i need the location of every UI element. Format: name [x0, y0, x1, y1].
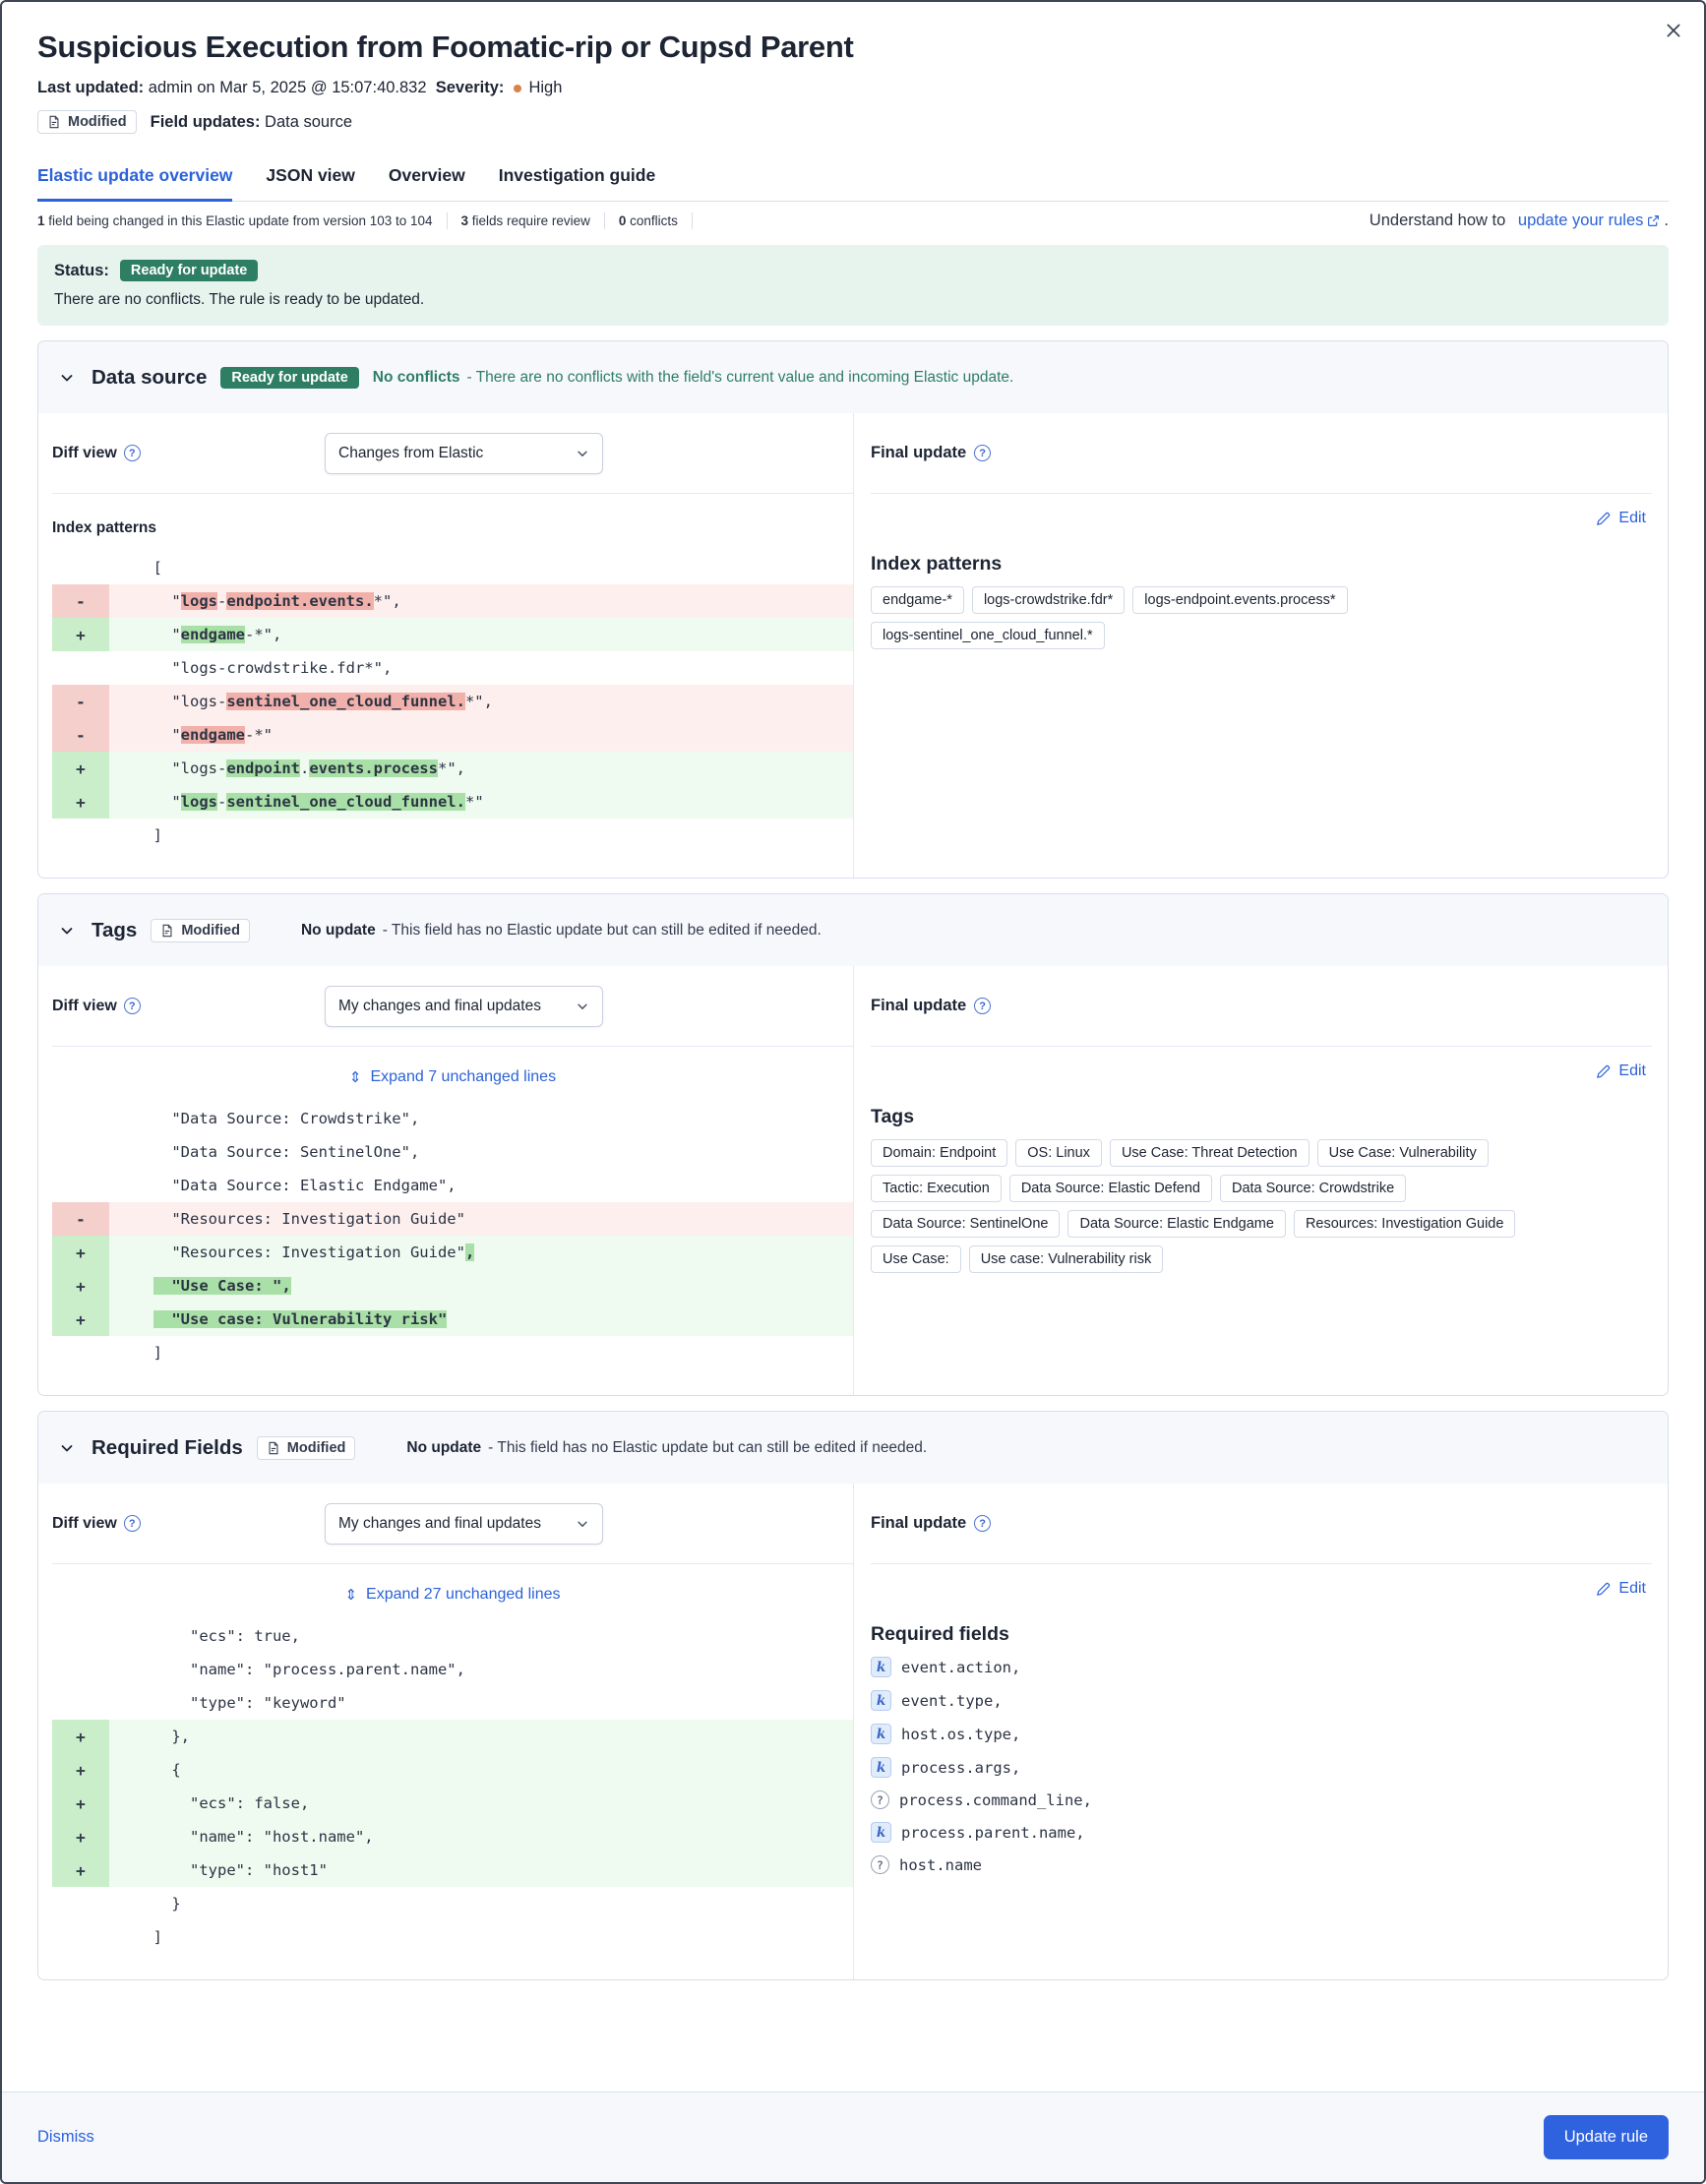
section-badge: Modified [257, 1436, 356, 1460]
tag-badge: Domain: Endpoint [871, 1139, 1007, 1167]
edit-button[interactable]: Edit [1596, 510, 1646, 527]
section-title: Tags [91, 918, 138, 941]
keyword-type-icon: k [871, 1657, 891, 1677]
stats-help: Understand how to update your rules . [1369, 212, 1669, 229]
status-label: Status: [54, 261, 109, 279]
diff-line [52, 1336, 853, 1369]
stat-item: 0 conflicts [605, 212, 693, 229]
status-badge: Ready for update [120, 260, 258, 281]
diff-line-text: "Resources: Investigation Guide" , [135, 1244, 475, 1261]
diff-line-text: "Data Source: SentinelOne", [135, 1143, 420, 1161]
required-field-name: process.args, [901, 1758, 1021, 1777]
diff-line [52, 1720, 853, 1753]
rule-badges [37, 110, 1669, 134]
modified-icon [267, 1441, 280, 1455]
edit-pencil-icon [1596, 1582, 1611, 1597]
diff-line-text: " endgame -*", [135, 626, 282, 643]
tag-badge: OS: Linux [1015, 1139, 1102, 1167]
status-message: There are no conflicts. The rule is ready to be updated. [54, 291, 425, 308]
diff-line [52, 752, 853, 785]
diff-line-text: } [135, 1895, 181, 1912]
diff-gutter: - [52, 584, 109, 618]
diff-gutter: - [52, 718, 109, 752]
diff-line-text: "ecs": false, [135, 1794, 310, 1812]
final-update-column [853, 413, 1668, 878]
help-icon[interactable]: ? [124, 445, 141, 461]
diff-code [52, 1619, 853, 1954]
diff-gutter [52, 1336, 109, 1369]
diff-line [52, 551, 853, 584]
diff-gutter [52, 1686, 109, 1720]
final-heading: Tags [871, 1106, 915, 1127]
expand-icon: ⇕ [348, 1069, 362, 1086]
severity-dot-icon [514, 85, 521, 92]
diff-line-text: }, [135, 1728, 190, 1745]
section-header [38, 341, 1668, 413]
unknown-type-icon: ? [871, 1855, 889, 1874]
stat-item: 3 fields require review [448, 212, 605, 229]
tag-badge: Data Source: Elastic Endgame [1067, 1210, 1285, 1238]
tag-badge: Data Source: Crowdstrike [1220, 1175, 1406, 1202]
section-header [38, 894, 1668, 966]
chevron-down-icon[interactable] [56, 1437, 78, 1459]
chevron-down-icon[interactable] [56, 367, 78, 389]
final-heading: Required fields [871, 1623, 1009, 1645]
diff-line [52, 1820, 853, 1853]
section-header [38, 1412, 1668, 1484]
stats-row [37, 202, 1669, 239]
diff-gutter [52, 1169, 109, 1202]
section-status: No update - This field has no Elastic update but can still be edited if needed. [300, 921, 822, 939]
stat-item: 1 field being changed in this Elastic update from version 103 to 104 [37, 212, 448, 229]
diff-line-text: "ecs": true, [135, 1627, 300, 1645]
diff-view-label: Diff view [52, 997, 117, 1014]
diff-line-text: [ [135, 559, 162, 576]
diff-view-select[interactable]: My changes and final updates [325, 986, 603, 1027]
diff-view-select[interactable]: My changes and final updates [325, 1503, 603, 1545]
last-updated-label: Last updated: [37, 79, 145, 96]
final-update-label: Final update [871, 1514, 967, 1532]
edit-button[interactable]: Edit [1596, 1062, 1646, 1080]
section-badge: Modified [151, 919, 250, 942]
section-title: Data source [91, 365, 208, 389]
help-icon[interactable]: ? [974, 1515, 991, 1532]
diff-gutter [52, 1920, 109, 1954]
diff-line [52, 1753, 853, 1787]
help-icon[interactable]: ? [124, 998, 141, 1014]
section-tags [37, 893, 1669, 1396]
required-field-name: process.command_line, [899, 1790, 1092, 1809]
diff-gutter: + [52, 1853, 109, 1887]
diff-line [52, 1787, 853, 1820]
section-data-source [37, 340, 1669, 879]
diff-line-text: "Use Case: ", [152, 1277, 291, 1295]
tag-badge: Use case: Vulnerability risk [969, 1245, 1164, 1273]
diff-line [52, 1169, 853, 1202]
diff-line-text: "Data Source: Crowdstrike", [135, 1110, 420, 1127]
keyword-type-icon: k [871, 1822, 891, 1843]
field-updates-label: Field updates: [150, 112, 261, 131]
diff-line-text: "type": "host1" [135, 1861, 328, 1879]
final-update-column [853, 966, 1668, 1395]
required-field-item [871, 1822, 1652, 1843]
required-field-name: event.type, [901, 1691, 1003, 1710]
update-your-rules-link[interactable]: update your rules [1517, 212, 1644, 229]
edit-button[interactable]: Edit [1596, 1580, 1646, 1598]
diff-line-text: "logs-crowdstrike.fdr*", [135, 659, 393, 677]
diff-line-text: "Use case: Vulnerability risk" [152, 1310, 448, 1328]
tag-badge: Data Source: SentinelOne [871, 1210, 1060, 1238]
expand-unchanged-lines-link[interactable]: ⇕ Expand 27 unchanged lines [344, 1586, 561, 1604]
diff-line-text: "type": "keyword" [135, 1694, 346, 1712]
diff-gutter: - [52, 1202, 109, 1236]
diff-line-text: " logs - sentinel_one_cloud_funnel. *" [135, 793, 484, 811]
diff-line [52, 1236, 853, 1269]
diff-column [38, 413, 853, 878]
diff-line [52, 1269, 853, 1303]
diff-line [52, 1202, 853, 1236]
keyword-type-icon: k [871, 1690, 891, 1711]
diff-gutter: + [52, 1236, 109, 1269]
diff-line [52, 1653, 853, 1686]
diff-line-text: "logs- endpoint . events.process *", [135, 759, 465, 777]
section-status: No update - This field has no Elastic update but can still be edited if needed. [406, 1438, 928, 1456]
severity-label: Severity: [435, 79, 505, 96]
flyout-footer [2, 2092, 1704, 2182]
diff-line [52, 1920, 853, 1954]
section-title: Required Fields [91, 1435, 243, 1459]
diff-gutter: - [52, 685, 109, 718]
diff-line [52, 1887, 853, 1920]
diff-line [52, 718, 853, 752]
tab-overview[interactable]: Overview [388, 165, 465, 185]
diff-code [52, 1102, 853, 1369]
diff-line [52, 1303, 853, 1336]
diff-line [52, 1686, 853, 1720]
severity-value: High [528, 79, 563, 96]
diff-gutter: + [52, 1787, 109, 1820]
expand-unchanged-lines-link[interactable]: ⇕ Expand 7 unchanged lines [348, 1068, 557, 1086]
diff-line-text: ] [135, 826, 162, 844]
required-field-name: event.action, [901, 1658, 1021, 1676]
rule-meta [37, 79, 1669, 97]
diff-gutter: + [52, 1720, 109, 1753]
diff-view-label: Diff view [52, 1514, 117, 1532]
diff-gutter: + [52, 785, 109, 819]
page-title: Suspicious Execution from Foomatic-rip or Cupsd Parent [37, 30, 854, 64]
expand-icon: ⇕ [344, 1587, 358, 1604]
diff-line [52, 584, 853, 618]
diff-gutter [52, 819, 109, 852]
diff-line-text: "Resources: Investigation Guide" [135, 1210, 465, 1228]
help-icon[interactable]: ? [124, 1515, 141, 1532]
final-heading: Index patterns [871, 553, 1003, 575]
diff-gutter: + [52, 1269, 109, 1303]
keyword-type-icon: k [871, 1724, 891, 1744]
tag-badge: Tactic: Execution [871, 1175, 1002, 1202]
chevron-down-icon [576, 1000, 589, 1013]
tag-badge: Use Case: Threat Detection [1110, 1139, 1310, 1167]
diff-line [52, 785, 853, 819]
required-field-item [871, 1690, 1652, 1711]
help-icon[interactable]: ? [974, 998, 991, 1014]
diff-gutter [52, 1102, 109, 1135]
diff-column [38, 966, 853, 1395]
required-fields-list [871, 1657, 1652, 1874]
keyword-type-icon: k [871, 1757, 891, 1778]
field-updates-value: Data source [265, 112, 353, 131]
diff-line-text: " logs - endpoint.events. *", [135, 592, 401, 610]
required-field-name: host.name [899, 1855, 982, 1874]
chevron-down-icon[interactable] [56, 920, 78, 941]
section-badge: Ready for update [220, 367, 358, 389]
diff-gutter [52, 1653, 109, 1686]
diff-line [52, 1853, 853, 1887]
index-pattern-badges [871, 586, 1520, 649]
tab-json-view[interactable]: JSON view [266, 165, 355, 185]
required-field-item [871, 1790, 1652, 1809]
diff-column [38, 1484, 853, 1979]
diff-gutter [52, 1135, 109, 1169]
diff-line-text: { [135, 1761, 181, 1779]
diff-line [52, 1102, 853, 1135]
diff-gutter [52, 1619, 109, 1653]
modified-icon [160, 924, 174, 938]
tab-elastic-update-overview[interactable]: Elastic update overview [37, 157, 232, 202]
diff-line-text: "logs- sentinel_one_cloud_funnel. *", [135, 693, 493, 710]
status-callout [37, 245, 1669, 326]
help-icon[interactable]: ? [974, 445, 991, 461]
flyout-content [2, 2, 1704, 2092]
diff-line [52, 1135, 853, 1169]
diff-gutter [52, 1887, 109, 1920]
diff-line-text: "name": "host.name", [135, 1828, 374, 1846]
modified-icon [47, 115, 61, 129]
index-pattern-badge: logs-sentinel_one_cloud_funnel.* [871, 622, 1105, 649]
tag-badges [871, 1139, 1520, 1273]
final-update-label: Final update [871, 444, 967, 461]
diff-title: Index patterns [52, 519, 156, 536]
diff-gutter: + [52, 752, 109, 785]
last-updated-value: admin on Mar 5, 2025 @ 15:07:40.832 [148, 79, 427, 96]
required-field-name: host.os.type, [901, 1725, 1021, 1743]
dismiss-button[interactable]: Dismiss [37, 2128, 94, 2146]
diff-view-label: Diff view [52, 444, 117, 461]
tab-list [37, 157, 1669, 202]
required-field-item [871, 1724, 1652, 1744]
diff-view-select[interactable]: Changes from Elastic [325, 433, 603, 474]
required-field-item [871, 1855, 1652, 1874]
diff-line [52, 618, 853, 651]
required-field-name: process.parent.name, [901, 1823, 1085, 1842]
final-update-label: Final update [871, 997, 967, 1014]
diff-code [52, 551, 853, 852]
edit-pencil-icon [1596, 1064, 1611, 1079]
diff-line-text: ] [135, 1928, 162, 1946]
close-icon[interactable] [1661, 18, 1686, 43]
update-rule-button[interactable]: Update rule [1544, 2115, 1669, 2159]
tag-badge: Data Source: Elastic Defend [1009, 1175, 1212, 1202]
index-pattern-badge: logs-endpoint.events.process* [1132, 586, 1347, 614]
unknown-type-icon: ? [871, 1790, 889, 1809]
section-status: No conflicts - There are no conflicts with the field's current value and incoming Elastic update. [372, 368, 1014, 386]
diff-line-text: "name": "process.parent.name", [135, 1661, 465, 1678]
diff-line [52, 819, 853, 852]
diff-gutter: + [52, 1753, 109, 1787]
diff-line-text: " endgame -*" [135, 726, 273, 744]
chevron-down-icon [576, 447, 589, 460]
diff-line-text: "Data Source: Elastic Endgame", [135, 1177, 457, 1194]
diff-line [52, 1619, 853, 1653]
diff-gutter: + [52, 1820, 109, 1853]
modified-badge: Modified [37, 110, 137, 134]
diff-line-text: ] [135, 1344, 162, 1362]
required-field-item [871, 1757, 1652, 1778]
tag-badge: Use Case: Vulnerability [1317, 1139, 1489, 1167]
tab-investigation-guide[interactable]: Investigation guide [498, 165, 656, 185]
external-link-icon [1647, 214, 1660, 227]
index-pattern-badge: logs-crowdstrike.fdr* [972, 586, 1125, 614]
diff-line [52, 685, 853, 718]
diff-line [52, 651, 853, 685]
tag-badge: Resources: Investigation Guide [1294, 1210, 1516, 1238]
diff-gutter: + [52, 1303, 109, 1336]
chevron-down-icon [576, 1517, 589, 1531]
final-update-column [853, 1484, 1668, 1979]
index-pattern-badge: endgame-* [871, 586, 964, 614]
diff-gutter: + [52, 618, 109, 651]
diff-gutter [52, 551, 109, 584]
required-field-item [871, 1657, 1652, 1677]
section-required-fields [37, 1411, 1669, 1980]
tag-badge: Use Case: [871, 1245, 961, 1273]
edit-pencil-icon [1596, 512, 1611, 526]
diff-gutter [52, 651, 109, 685]
